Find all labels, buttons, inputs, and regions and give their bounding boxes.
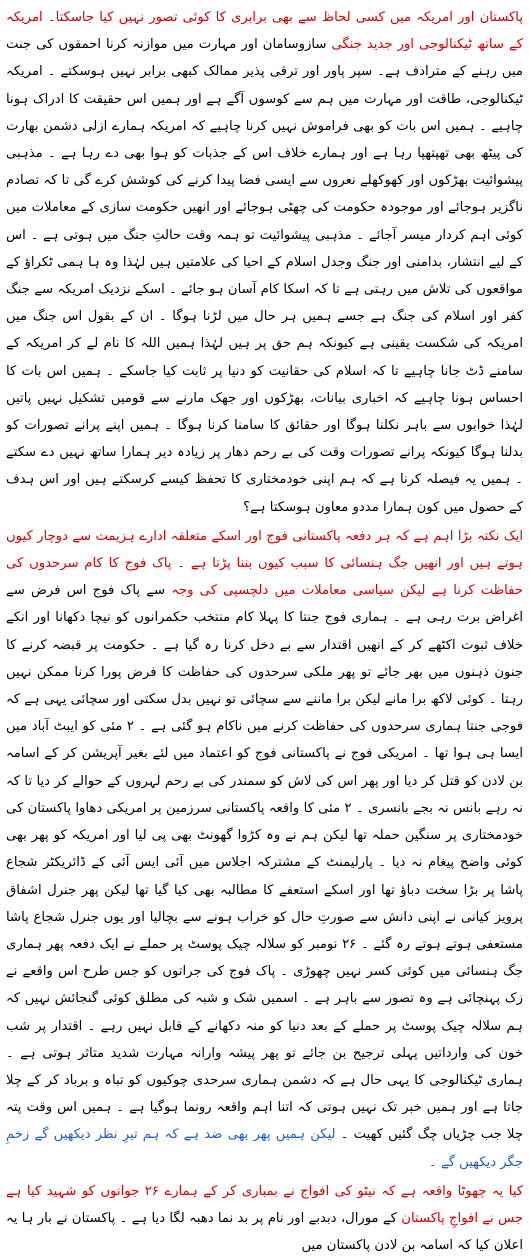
highlighted-sentence: ایک نکتہ بڑا اہم ہے کہ ہر دفعہ پاکستانی فوج اور اسکے متعلقہ ادارے ہزیمت سے دوچار کیوں ہوتے ہیں اور انھیں جگ ہنسائی کا سبب کیوں بننا پڑتا ہے ۔ پاک فوج کا کام سرحدوں کی حفاظت کرنا ہے لیکن سیاسی معاملات میں دلچسپی کی وجہ	[6, 528, 523, 599]
highlighted-sentence: کیا یہ چھوٹا واقعہ ہے کہ نیٹو کی افواج نے بمباری کر کے ہمارے ۲۶ جوانوں کو شہید کیا ہے جس نے افواجِ پاکستان	[6, 1183, 524, 1226]
paragraph-3	[6, 1178, 523, 1259]
paragraph-2	[6, 523, 523, 1176]
paragraph-text: سے پاک فوج اس فرض سے اغراض برت رہی ہے ۔ ہماری فوج جنتا کا پہلا کام منتخب حکمرانوں کو نیچا دکھانا اور انکے خلاف ثبوت اکٹھے کر کے انھیں اقتدار سے بے دخل کرنا رہ گیا ہے ۔ حکومت پر قبضہ کرنے کا جنون ذہنوں میں بھر جائے تو پھر ملکی سرحدوں کی حفاظت کا فرض پورا کرنا ممکن نہیں رہتا ۔ کوئی لاکھ برا مانے لیکن برا ماننے سے سچائی تو نہیں بدل سکتی اور سچائی یہی ہے کہ فوجی جنتا ہماری سرحدوں کی حفاظت کرنے میں ناکام ہو گئی ہے ۔ ۲ مئی کو ایبٹ آباد میں ایسا ہی ہوا تھا ۔ امریکی فوج نے پاکستانی فوج کو اعتماد میں لئے بغیر آپریشن کر کے اسامہ بن لادن کو قتل کر دیا اور پھر اس کی لاش کو سمندر کی بے رحم لہروں کے حوالے کر دیا تا کہ نہ رہے بانس نہ بجے بانسری ۔ ۲ مئی کا واقعہ پاکستانی سرزمین پر امریکی دھاوا پاکستان کی خودمختاری پر سنگین حملہ تھا لیکن ہم نے وہ کڑوا گھونٹ بھی پی لیا اور امریکہ کو پھر بھی کوئی واضح پیغام نہ دیا ۔ پارلیمنٹ کے مشترکہ اجلاس میں آئی ایس آئی کے ڈائریکٹر شجاع پاشا پر بڑا سخت دباؤ تھا اور اسکے استعفے کا مطالبہ بھی کیا گیا تھا لیکن پھر جنرل اشفاق پرویز کیانی نے اپنی دانش سے صورتِ حال کو خراب ہونے سے بچالیا اور یوں جنرل شجاع پاشا مستعفی ہوتے ہوتے رہ گئے ۔ ۲۶ نومبر کو سلالہ چیک پوسٹ پر حملے نے ایک دفعہ پھر ہماری جگ ہنسائی میں کوئی کسر نہیں چھوڑی ۔ پاک فوج کی جراتوں کو جس طرح اس واقعے نے زک پہنچائی ہے وہ تصور سے باہر ہے ۔ اسمیں شک و شبہ کی مطلق کوئی گنجائش نہیں کہ ہم سلالہ چیک پوسٹ پر حملے کے بعد دنیا کو منہ دکھانے کے قابل نہیں رہے ۔ اقتدار پر شب خون کی وارداتیں پہلی ترجیح بن جائے تو پھر پیشہ وارانہ مہارت شدید متاثر ہوتی ہے ۔ ہماری ٹیکنالوجی کا یہی حال ہے کہ دشمن ہماری سرحدی چوکیوں کو تباہ و برباد کر کے چلا جاتا ہے اور ہمیں خبر تک نہیں ہوتی کہ اتنا اہم واقعہ رونما ہوگیا ہے ۔ ہمیں اس وقت پتہ چلا جب چڑیاں چگ گئیں کھیت ۔	[6, 583, 524, 1143]
highlighted-verse: لیکن ہمیں پھر بھی ضد ہے کہ ہم تیرِ نظر دیکھیں گے زخمِ جگر دیکھیں گے ۔	[6, 1127, 523, 1170]
paragraph-text: سازوسامان اور مہارت میں موازنہ کرنا احمقوں کی جنت میں رہنے کے مترادف ہے۔ سپر پاور اور ترقی پذیر ممالک کبھی برابر نہیں ہوسکتے ۔ امریکہ ٹیکنالوجی، طاقت اور مہارت میں ہم سے کوسوں آگے ہے اور ہمیں اس حقیقت کا ادراک ہونا چاہیے ۔ ہمیں اس بات کو بھی فراموش نہیں کرنا چاہیے کہ امریکہ ہمارے ازلی دشمن بھارت کی پیٹھ بھی تھپتھپا رہا ہے اور ہمارے خلاف اس کے جذبات کو ہوا بھی دے رہا ہے ۔ مذہبی پیشوائیت بھڑکوں اور کھوکھلے نعروں سے ایسی فضا پیدا کرنے کی کوشش کرے گی تا کہ تصادم ناگزیر ہوجائے اور موجودہ حکومت کی چھٹی ہوجائے اور انھیں حکومت سازی کے معاملات میں کوئی اہم کردار میسر آجائے ۔ مذہبی پیشوائیت تو ہمہ وقت حالتِ جنگ میں ہوتی ہے ۔ اس کے لیے انتشار، بدامنی اور جنگ وجدل اسلام کے احیا کی علامتیں ہیں لہٰذا وہ ہا ہمی ٹکراؤ کے مواقعوں کی تلاش میں رہتی ہے تا کہ اسکا کام آسان ہو جائے ۔ اسکے نزدیک امریکہ سے جنگ کفر اور اسلام کی جنگ ہے جسے ہمیں ہر حال میں لڑنا ہوگا ۔ ان کے بقول اس جنگ میں امریکہ کی شکست یقینی ہے کیونکہ ہم حق پر ہیں لہٰذا ہمیں اللہ کا نام لے کر امریکہ کے سامنے ڈٹ جانا چاہیے تا کہ اسلام کی حقانیت کو دنیا پر ثابت کیا جاسکے ۔ ہمیں اس بات کا احساس ہونا چاہیے کہ اخباری بیانات، بھڑکوں اور جھک مارنے سے قومیں تشکیل نہیں پاتیں لہٰذا خوابوں سے باہر نکلنا ہوگا اور حقائق کا سامنا کرنا ہوگا ۔ ہمیں اپنے پرانے تصورات کو بدلنا ہوگا کیونکہ پرانے تصورات وقت کی بے رحم دھار پر زیادہ دیر ہمارا ساتھ نہیں دے سکتے ۔ ہمیں یہ فیصلہ کرنا ہے کہ ہم اپنی خودمختاری کا تحفظ کیسے کرسکتے ہیں اور اس ہدف کے حصول میں کون ہمارا مددو معاون ہوسکتا ہے؟	[6, 37, 523, 515]
paragraph-text: کے مورال، دبدبے اور نام پر بد نما دھبہ لگا دیا ہے ۔ پاکستان نے بار ہا یہ اعلان کیا کہ اسامہ بن لادن پاکستان میں	[6, 1210, 523, 1254]
highlighted-sentence: پاکستان اور امریکہ میں کسی لحاظ سے بھی برابری کا کوئی تصور نہیں کیا جاسکتا۔ امریکہ کے ساتھ ٹیکنالوجی اور جدید جنگی	[6, 10, 524, 53]
paragraph-1	[6, 4, 523, 521]
